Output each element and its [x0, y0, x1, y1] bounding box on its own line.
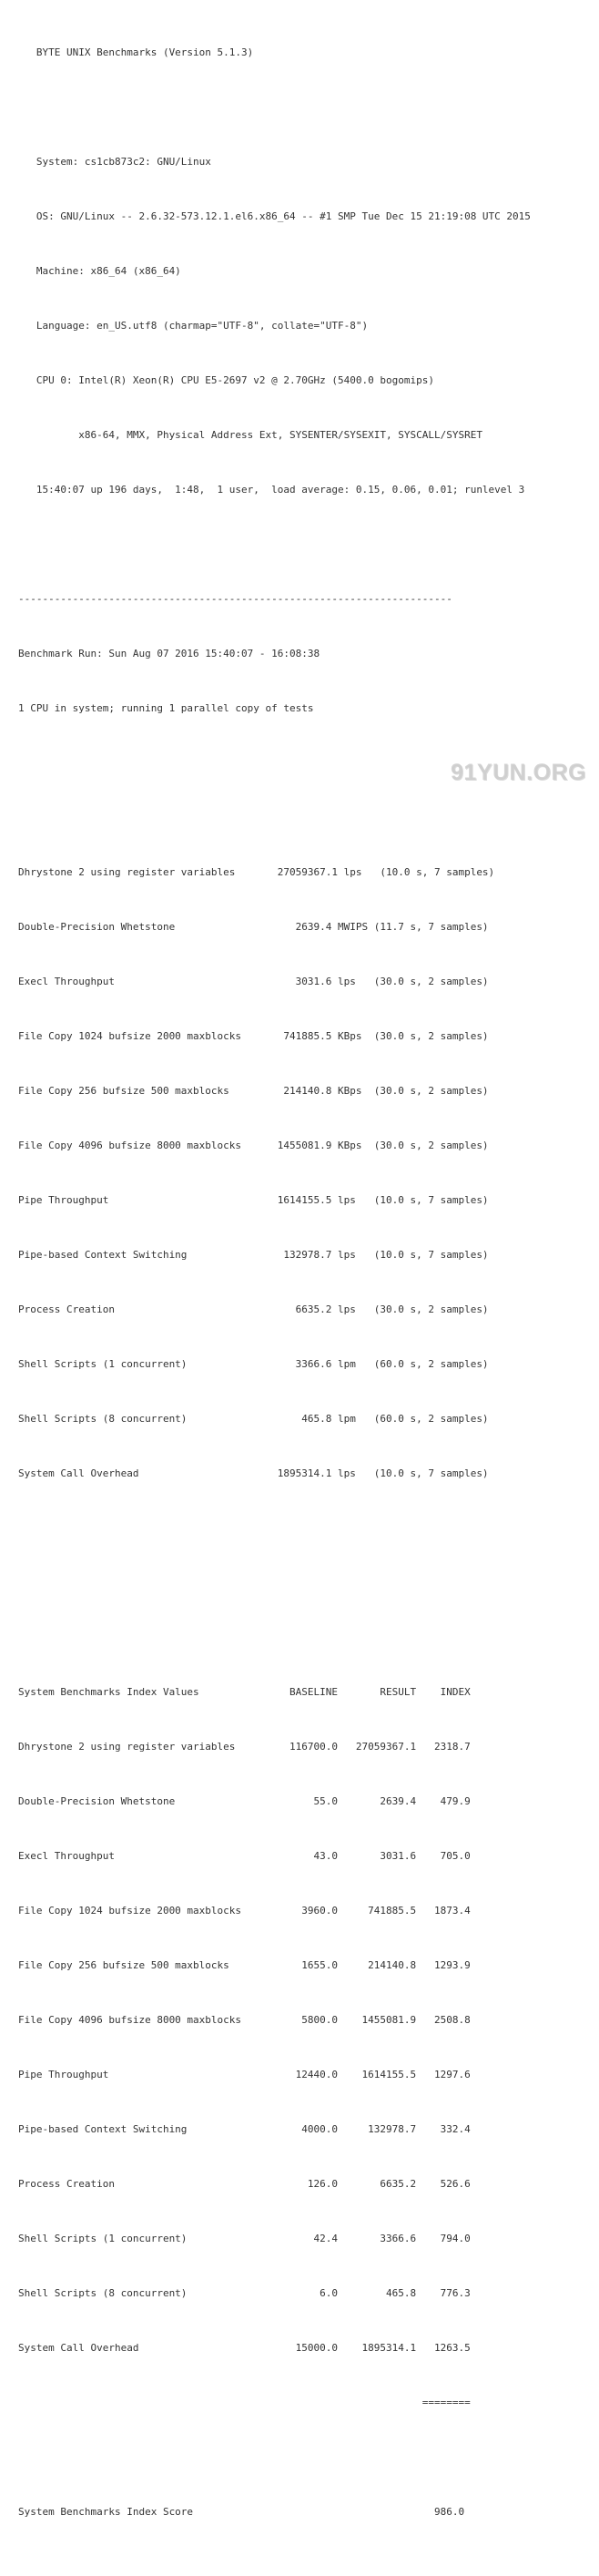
result-row: Process Creation 6635.2 lps (30.0 s, 2 samples): [18, 1303, 489, 1315]
result-row: System Call Overhead 1895314.1 lps (10.0 s, 7 samples): [18, 1467, 489, 1479]
index-header: System Benchmarks Index Values BASELINE RESULT INDEX: [18, 1686, 471, 1698]
report-title: BYTE UNIX Benchmarks (Version 5.1.3): [18, 46, 254, 58]
blank-line: [18, 536, 594, 554]
watermark-logo: 91YUN.ORG: [451, 760, 586, 785]
result-row: Shell Scripts (1 concurrent) 3366.6 lpm (60.0 s, 2 samples): [18, 1358, 489, 1370]
cpu-line: CPU 0: Intel(R) Xeon(R) CPU E5-2697 v2 @ 2.70GHz (5400.0 bogomips): [18, 374, 434, 386]
index-row: Process Creation 126.0 6635.2 526.6: [18, 2178, 471, 2190]
benchmark-run-line: Benchmark Run: Sun Aug 07 2016 15:40:07 - 16:08:38: [18, 648, 320, 659]
result-row: File Copy 4096 bufsize 8000 maxblocks 1455081.9 KBps (30.0 s, 2 samples): [18, 1140, 489, 1151]
index-row: System Call Overhead 15000.0 1895314.1 1263.5: [18, 2342, 471, 2354]
index-row: Execl Throughput 43.0 3031.6 705.0: [18, 1850, 471, 1862]
index-score: System Benchmarks Index Score 986.0: [18, 2506, 465, 2518]
index-row: Shell Scripts (8 concurrent) 6.0 465.8 776.3: [18, 2287, 471, 2299]
index-table: [18, 1647, 594, 2558]
index-row: Pipe Throughput 12440.0 1614155.5 1297.6: [18, 2069, 471, 2080]
system-line: System: cs1cb873c2: GNU/Linux: [18, 156, 211, 168]
index-row: File Copy 1024 bufsize 2000 maxblocks 3960.0 741885.5 1873.4: [18, 1905, 471, 1917]
uptime-line: 15:40:07 up 196 days, 1:48, 1 user, load average: 0.15, 0.06, 0.01; runlevel 3: [18, 484, 525, 496]
separator-line: ------------------------------------------------------------------------: [18, 593, 452, 605]
index-row: Pipe-based Context Switching 4000.0 132978.7 332.4: [18, 2123, 471, 2135]
result-row: File Copy 1024 bufsize 2000 maxblocks 741885.5 KBps (30.0 s, 2 samples): [18, 1030, 489, 1042]
result-row: Dhrystone 2 using register variables 27059367.1 lps (10.0 s, 7 samples): [18, 866, 495, 878]
result-row: Pipe-based Context Switching 132978.7 lps (10.0 s, 7 samples): [18, 1249, 489, 1261]
cpu-flags-line: x86-64, MMX, Physical Address Ext, SYSENTER/SYSEXIT, SYSCALL/SYSRET: [18, 429, 482, 441]
index-row: Double-Precision Whetstone 55.0 2639.4 479.9: [18, 1795, 471, 1807]
result-row: Double-Precision Whetstone 2639.4 MWIPS (11.7 s, 7 samples): [18, 921, 489, 933]
os-line: OS: GNU/Linux -- 2.6.32-573.12.1.el6.x86_64 -- #1 SMP Tue Dec 15 21:19:08 UTC 2015: [18, 210, 531, 222]
language-line: Language: en_US.utf8 (charmap="UTF-8", collate="UTF-8"): [18, 320, 369, 332]
result-row: File Copy 256 bufsize 500 maxblocks 214140.8 KBps (30.0 s, 2 samples): [18, 1085, 489, 1097]
blank-line: [18, 98, 594, 117]
index-row: Dhrystone 2 using register variables 116700.0 27059367.1 2318.7: [18, 1741, 471, 1753]
results-list: [18, 827, 594, 1519]
blank-line: [18, 2448, 594, 2467]
benchmark-output: [18, 7, 594, 2576]
result-row: Execl Throughput 3031.6 lps (30.0 s, 2 samples): [18, 976, 489, 987]
index-total-rule: ========: [18, 2397, 471, 2408]
index-row: Shell Scripts (1 concurrent) 42.4 3366.6 794.0: [18, 2233, 471, 2244]
cpu-count-line: 1 CPU in system; running 1 parallel copy of tests: [18, 702, 314, 714]
index-row: File Copy 256 bufsize 500 maxblocks 1655.0 214140.8 1293.9: [18, 1959, 471, 1971]
index-row: File Copy 4096 bufsize 8000 maxblocks 5800.0 1455081.9 2508.8: [18, 2014, 471, 2026]
machine-line: Machine: x86_64 (x86_64): [18, 265, 181, 277]
result-row: Pipe Throughput 1614155.5 lps (10.0 s, 7 samples): [18, 1194, 489, 1206]
blank-line: [18, 1574, 594, 1592]
result-row: Shell Scripts (8 concurrent) 465.8 lpm (60.0 s, 2 samples): [18, 1413, 489, 1425]
